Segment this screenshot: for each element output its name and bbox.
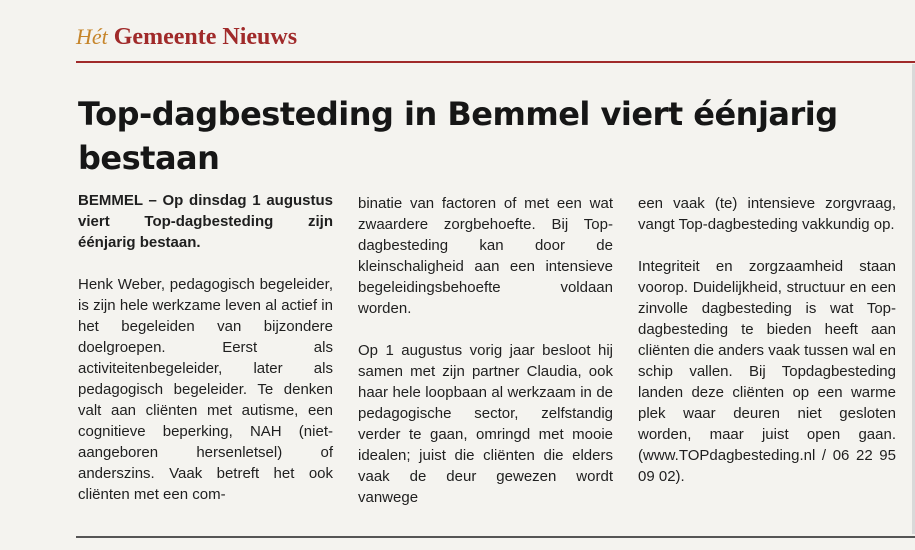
article-paragraph: Op 1 augustus vorig jaar besloot hij samen met zijn partner Claudia, ook haar hele loopbaan al werkzaam in de pedagogische sector, zelfstandig verder te gaan, omringd met mooie idealen; juist die cliënten die elders vaak de deur gewezen wordt vanwege bbox=[358, 342, 613, 506]
article-paragraph: een vaak (te) intensieve zorgvraag, vangt Top-dagbesteding vakkundig op. bbox=[638, 195, 896, 233]
masthead bbox=[76, 24, 297, 51]
masthead-het: Hét bbox=[76, 24, 108, 49]
top-rule bbox=[76, 61, 915, 63]
bottom-rule bbox=[76, 536, 915, 538]
article-headline: Top-dagbesteding in Bemmel viert éénjarig bestaan bbox=[78, 95, 838, 177]
article-lead: BEMMEL – Op dinsdag 1 augustus viert Top-dagbesteding zijn éénjarig bestaan. bbox=[78, 192, 333, 251]
article-paragraph: Integriteit en zorgzaamheid staan voorop. Duidelijkheid, structuur en een zinvolle dagbesteding is wat Top-dagbesteding te bieden heeft aan cliënten die anders vaak tussen wal en schip vallen. Bij Topdagbesteding landen deze cliënten op een warme plek waar deuren niet gesloten worden, maar juist open gaan. (www.TOPdagbesteding.nl / 06 22 95 09 02). bbox=[638, 258, 896, 485]
article-paragraph: binatie van factoren of met een wat zwaardere zorgbehoefte. Bij Top-dagbesteding kan door de kleinschaligheid aan een intensieve begeleidingsbehoefte voldaan worden. bbox=[358, 195, 613, 317]
article-column-2 bbox=[358, 193, 613, 508]
article-paragraph: Henk Weber, pedagogisch begeleider, is zijn hele werkzame leven al actief in het begeleiden van bijzondere doelgroepen. Eerst als activiteitenbegeleider, later als pedagogisch begeleider. Te denken valt aan cliënten met autisme, een cognitieve beperking, NAH (niet-aangeboren hersenletsel) of anderszins. Vaak betreft het ook cliënten met een com- bbox=[78, 276, 333, 503]
masthead-name: Gemeente Nieuws bbox=[113, 24, 298, 50]
article-column-3 bbox=[638, 193, 896, 487]
article-column-1 bbox=[78, 190, 333, 505]
